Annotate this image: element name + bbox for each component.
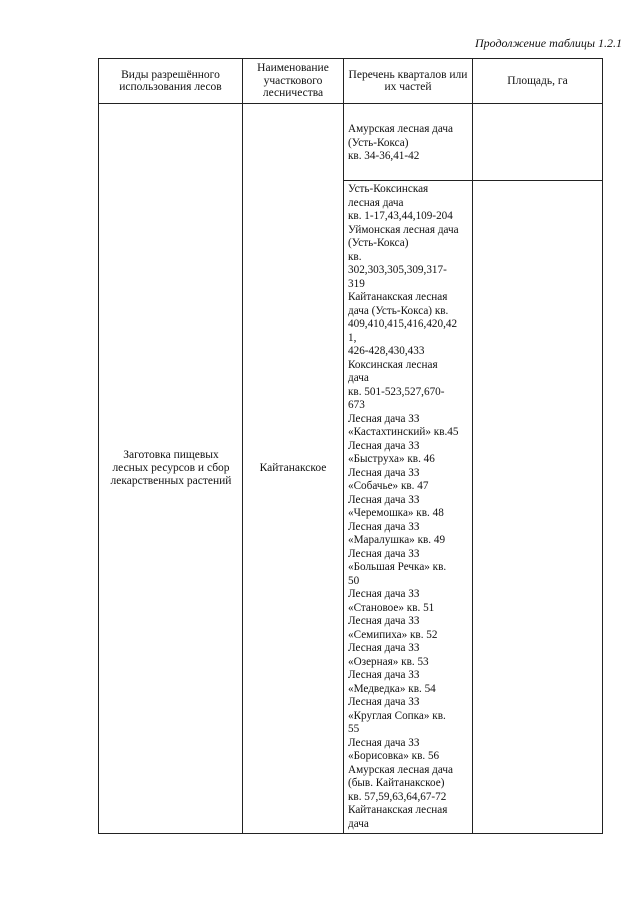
column-divider — [343, 59, 344, 833]
quarters-line: 1, — [348, 331, 357, 344]
quarters-line: дача — [348, 372, 369, 384]
quarters-line: Коксинская лесная — [348, 358, 438, 371]
forest-use-table — [98, 58, 603, 834]
quarters-line: Амурская лесная дача — [348, 123, 453, 135]
quarters-line: «Семипиха» кв. 52 — [348, 628, 438, 641]
quarters-block-1 — [348, 123, 453, 164]
quarters-line: «Быструха» кв. 46 — [348, 453, 435, 465]
header-quarters: Перечень кварталов или их частей — [348, 68, 468, 93]
quarters-line: Лесная дача ЗЗ — [348, 696, 420, 708]
quarters-block-2 — [348, 183, 459, 831]
quarters-line: 50 — [348, 574, 360, 587]
table-caption: Продолжение таблицы 1.2.1 — [474, 36, 622, 50]
quarters-line: «Борисовка» кв. 56 — [348, 750, 440, 762]
quarters-line: Кайтанакская лесная — [348, 291, 448, 303]
quarters-line: Лесная дача ЗЗ — [348, 736, 420, 749]
quarters-line: «Кастахтинский» кв.45 — [348, 426, 459, 438]
quarters-line: Амурская лесная дача — [348, 763, 453, 776]
quarters-line: 409,410,415,416,420,42 — [348, 318, 458, 330]
quarters-line: Лесная дача ЗЗ — [348, 669, 420, 681]
quarters-line: Усть-Коксинская — [348, 183, 429, 195]
quarters-line: кв. 1-17,43,44,109-204 — [348, 210, 453, 222]
quarters-line: «Черемошка» кв. 48 — [348, 507, 444, 519]
quarters-line: лесная дача — [348, 196, 404, 209]
quarters-line: 426-428,430,433 — [348, 345, 425, 357]
quarters-line: 302,303,305,309,317- — [348, 264, 447, 276]
quarters-line: «Медведка» кв. 54 — [348, 682, 436, 695]
quarters-line: (быв. Кайтанакское) — [348, 777, 445, 789]
quarters-line: 319 — [348, 277, 365, 290]
quarters-line: Лесная дача ЗЗ — [348, 439, 420, 452]
cell-use-type: Заготовка пищевых лесных ресурсов и сбор лекарственных растений — [110, 449, 232, 487]
quarters-line: Лесная дача ЗЗ — [348, 466, 420, 479]
quarters-line: Лесная дача ЗЗ — [348, 493, 420, 506]
header-area: Площадь, га — [507, 74, 568, 87]
quarters-line: дача — [348, 817, 369, 830]
quarters-line: «Собачье» кв. 47 — [348, 480, 429, 492]
quarters-line: (Усть-Кокса) — [348, 136, 409, 149]
quarters-line: (Усть-Кокса) — [348, 237, 409, 249]
quarters-line: дача (Усть-Кокса) кв. — [348, 304, 449, 317]
quarters-line: «Круглая Сопка» кв. — [348, 709, 446, 722]
header-forestry: Наименование участкового лесничества — [257, 62, 329, 100]
header-use-type: Виды разрешённого использования лесов — [119, 68, 222, 93]
column-divider — [472, 59, 473, 833]
quarters-line: «Становое» кв. 51 — [348, 601, 435, 614]
quarters-line: Кайтанакская лесная — [348, 804, 448, 816]
quarters-line: 673 — [348, 399, 365, 411]
row-divider — [343, 180, 602, 181]
quarters-line: Лесная дача ЗЗ — [348, 520, 420, 533]
quarters-line: Уймонская лесная дача — [348, 223, 459, 236]
quarters-line: «Озерная» кв. 53 — [348, 655, 429, 668]
quarters-line: Лесная дача ЗЗ — [348, 588, 420, 600]
quarters-line: кв. 34-36,41-42 — [348, 150, 420, 162]
quarters-line: Лесная дача ЗЗ — [348, 642, 420, 654]
cell-forestry: Кайтанакское — [259, 462, 327, 474]
quarters-line: «Маралушка» кв. 49 — [348, 534, 446, 546]
quarters-line: кв. 501-523,527,670- — [348, 385, 445, 398]
quarters-line: Лесная дача ЗЗ — [348, 547, 420, 560]
quarters-line: «Большая Речка» кв. — [348, 561, 447, 573]
quarters-line: кв. 57,59,63,64,67-72 — [348, 790, 447, 803]
quarters-line: Лесная дача ЗЗ — [348, 615, 420, 627]
quarters-line: 55 — [348, 723, 360, 735]
quarters-line: кв. — [348, 250, 362, 263]
quarters-line: Лесная дача ЗЗ — [348, 412, 420, 425]
